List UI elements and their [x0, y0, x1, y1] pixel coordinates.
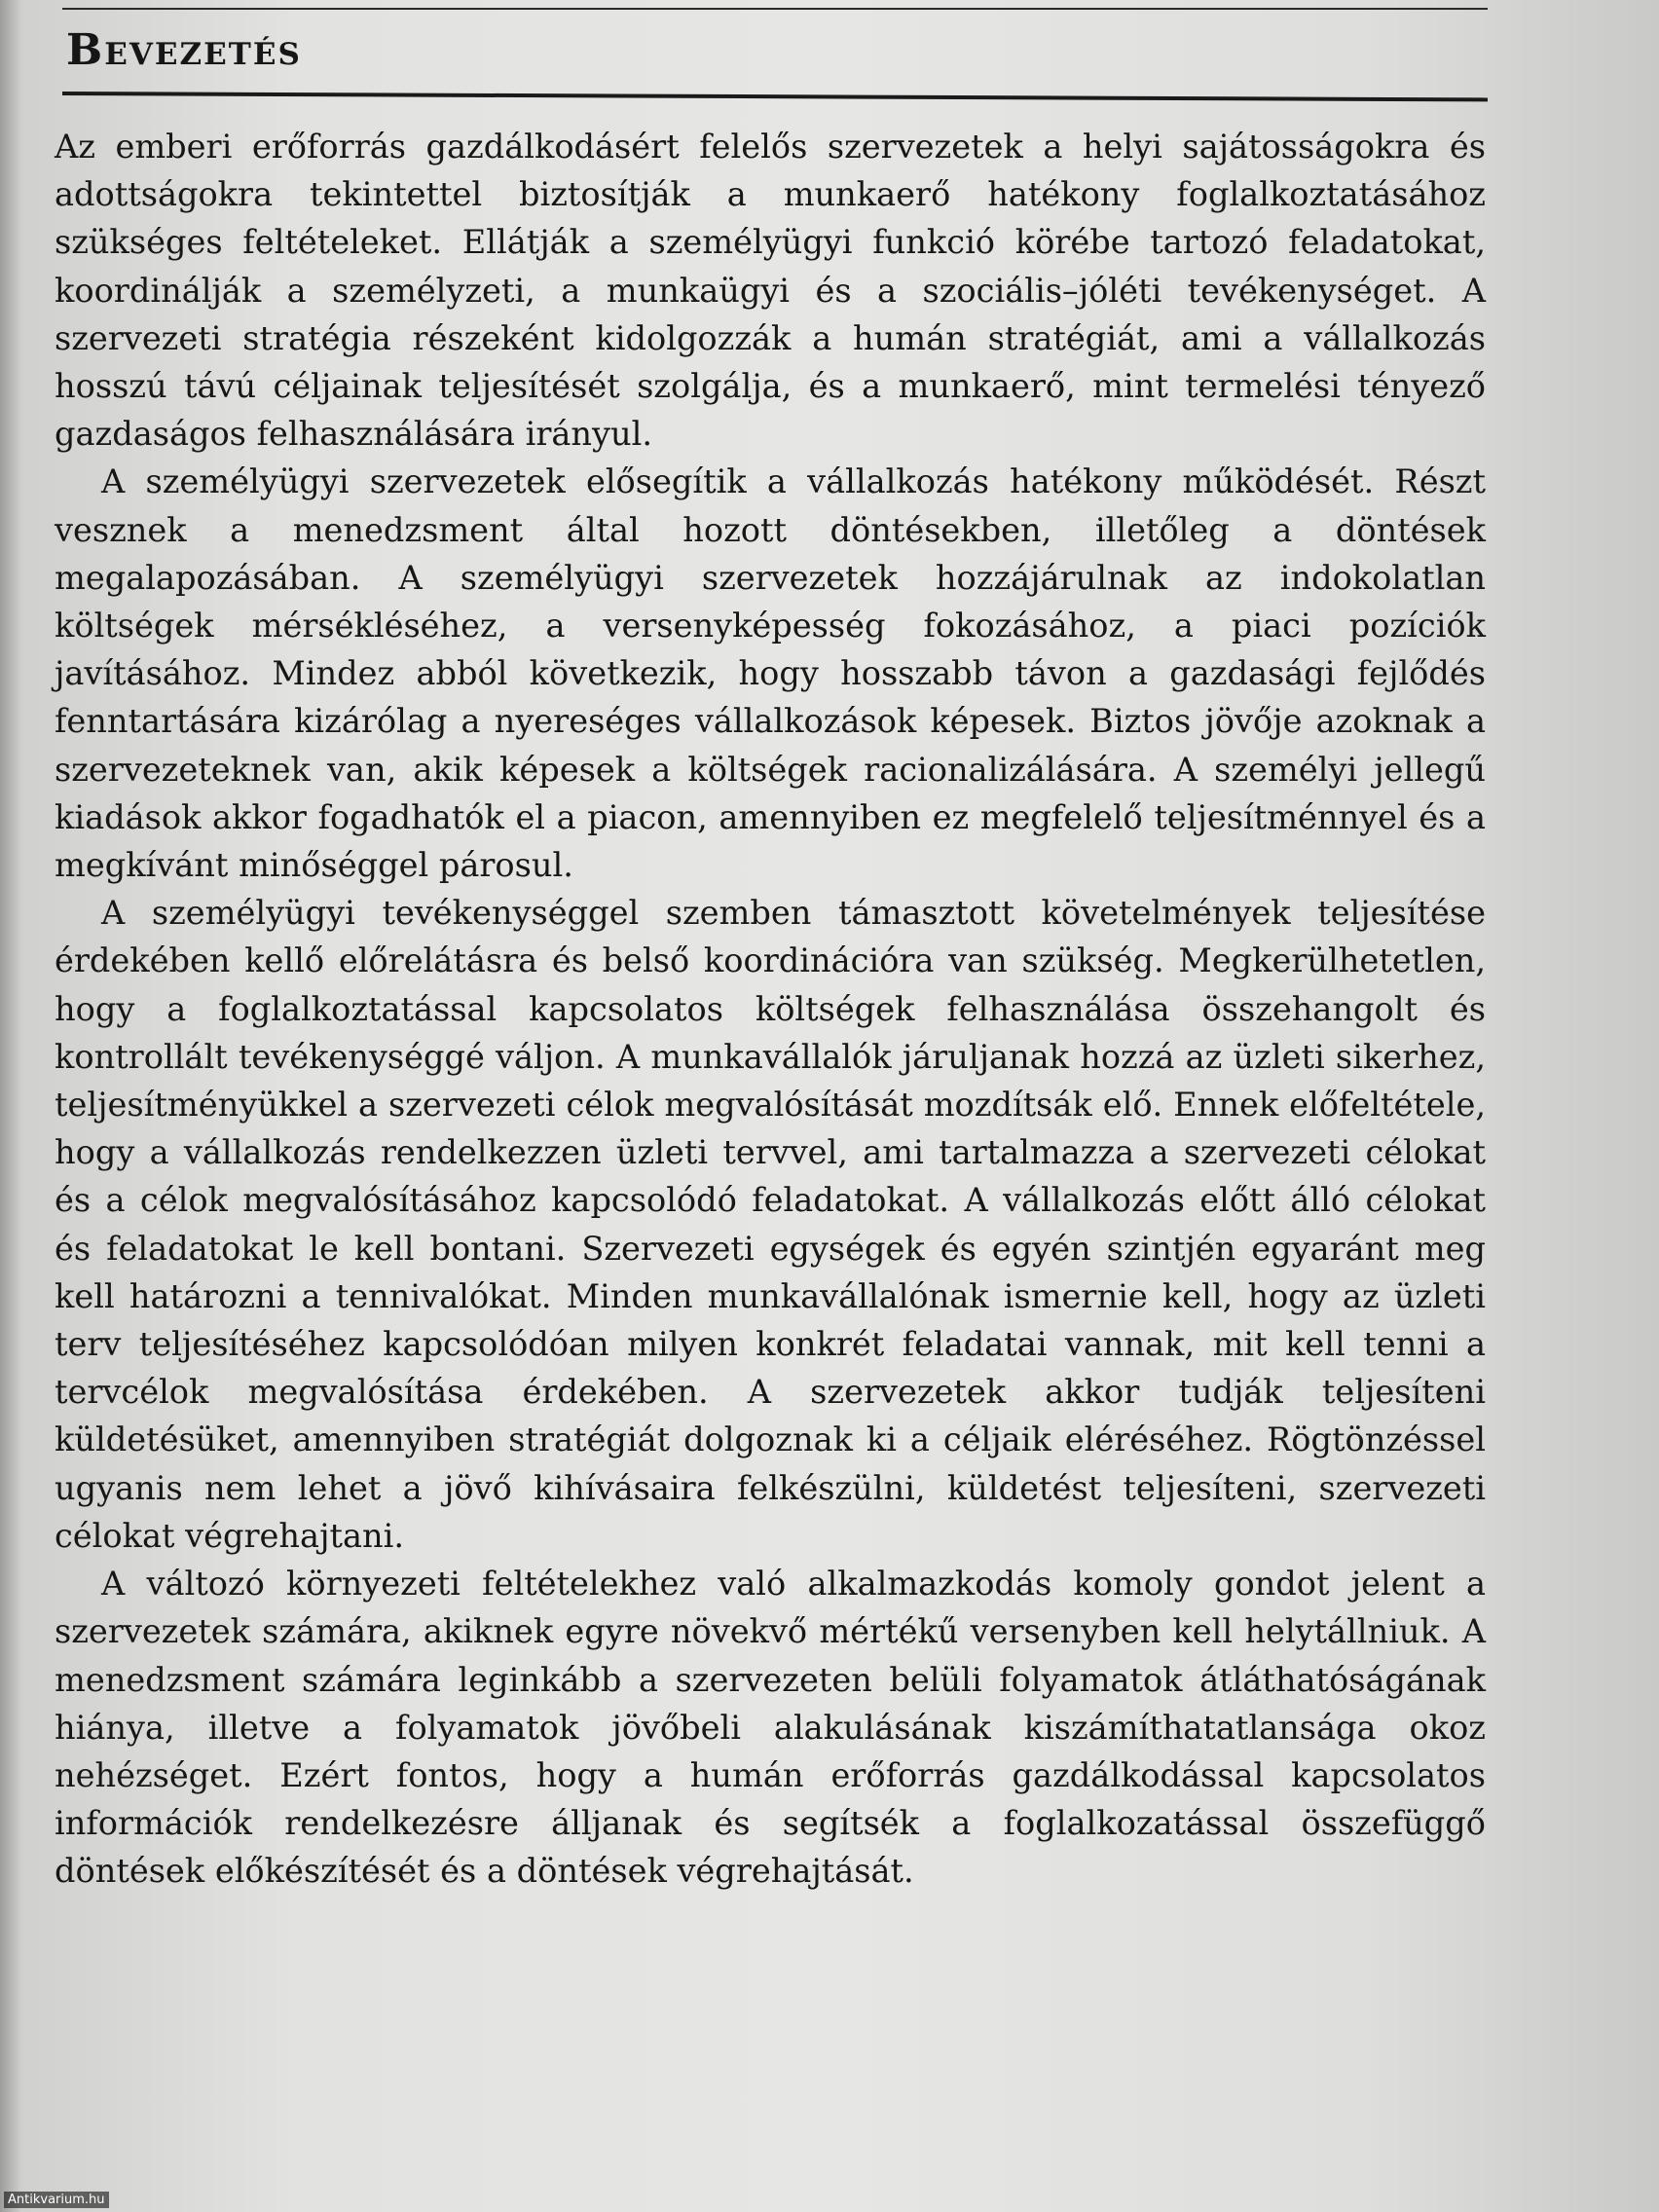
- paragraph-1: Az emberi erőforrás gazdálkodásért felelős szervezetek a helyi sajátosságokra és adottságokra tekintettel biztosítják a munkaerő hatékony foglalkoztatásához szükséges feltételeket. Ellátják a személyügyi funkció körébe tartozó feladatokat, koordinálják a személyzeti, a munkaügyi és a szociális–jóléti tevékenységet. A szervezeti stratégia részeként kidolgozzák a humán stratégiát, ami a vállalkozás hosszú távú céljainak teljesítését szolgálja, és a munkaerő, mint termelési tényező gazdaságos felhasználására irányul.: [55, 128, 1486, 454]
- watermark: Antikvarium.hu: [4, 2192, 109, 2208]
- paragraph-2: A személyügyi szervezetek elősegítik a vállalkozás hatékony működését. Részt vesznek a menedzsment által hozott döntésekben, illetőleg a döntések megalapozásában. A személyügyi szervezetek hozzájárulnak az indokolatlan költségek mérsékléséhez, a versenyképesség fokozásához, a piaci pozíciók javításához. Mindez abból következik, hogy hosszabb távon a gazdasági fejlődés fenntartására kizárólag a nyereséges vállalkozások képesek. Biztos jövője azoknak a szervezeteknek van, akik képesek a költségek racionalizálására. A személyi jellegű kiadások akkor fogadhatók el a piacon, amennyiben ez megfelelő teljesítménnyel és a megkívánt minőséggel párosul.: [55, 462, 1486, 885]
- top-rule: [62, 8, 1488, 10]
- paragraph-4: A változó környezeti feltételekhez való alkalmazkodás komoly gondot jelent a szervezetek számára, akiknek egyre növekvő mértékű versenyben kell helytállniuk. A menedzsment számára leginkább a szervezeten belüli folyamatok átláthatóságának hiánya, illetve a folyamatok jövőbeli alakulásának kiszámíthatatlansága okoz nehézséget. Ezért fontos, hogy a humán erőforrás gazdálkodással kapcsolatos információk rendelkezésre álljanak és segítsék a foglalkozatással összefüggő döntések előkészítését és a döntések végrehajtását.: [55, 1565, 1486, 1891]
- heading-rule: [62, 92, 1488, 101]
- body-text: [55, 123, 1486, 1896]
- page-title: Bevezetés: [66, 25, 302, 75]
- page-edge: [0, 0, 21, 2212]
- paragraph-3: A személyügyi tevékenységgel szemben támasztott követelmények teljesítése érdekében kellő előrelátásra és belső koordinációra van szükség. Megkerülhetetlen, hogy a foglalkoztatással kapcsolatos költségek felhasználása összehangolt és kontrollált tevékenységgé váljon. A munkavállalók járuljanak hozzá az üzleti sikerhez, teljesítményükkel a szervezeti célok megvalósítását mozdítsák elő. Ennek előfeltétele, hogy a vállalkozás rendelkezzen üzleti tervvel, ami tartalmazza a szervezeti célokat és a célok megvalósításához kapcsolódó feladatokat. A vállalkozás előtt álló célokat és feladatokat le kell bontani. Szervezeti egységek és egyén szintjén egyaránt meg kell határozni a tennivalókat. Minden munkavállalónak ismernie kell, hogy az üzleti terv teljesítéséhez kapcsolódóan milyen konkrét feladatai vannak, mit kell tenni a tervcélok megvalósítása érdekében. A szervezetek akkor tudják teljesíteni küldetésüket, amennyiben stratégiát dolgoznak ki a céljaik eléréséhez. Rögtönzéssel ugyanis nem lehet a jövő kihívásaira felkészülni, küldetést teljesíteni, szervezeti célokat végrehajtani.: [55, 894, 1486, 1555]
